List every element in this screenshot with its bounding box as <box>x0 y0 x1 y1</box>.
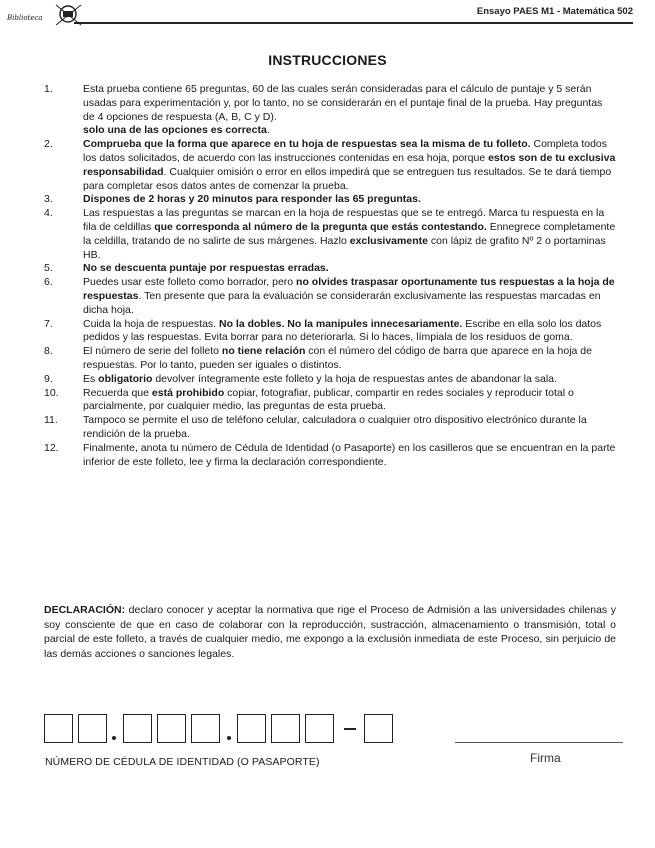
instruction-number: 5. <box>44 262 53 275</box>
declaration <box>44 603 616 661</box>
instruction-text-segment: Esta prueba contiene 65 preguntas, 60 de las cuales serán consideradas para el cálculo de puntaje y 5 serán usadas para experimentación y, por lo tanto, no se considerarán en el puntaje final de la prueba. Hay preguntas de 4 opciones de respuesta (A, B, C y D). <box>83 83 603 123</box>
signature-label: Firma <box>530 751 561 765</box>
signature-line[interactable] <box>455 742 623 743</box>
instruction-text-segment: Es <box>83 372 99 385</box>
instruction-item <box>44 318 616 346</box>
instruction-item <box>44 193 616 207</box>
id-separator-dot <box>112 736 116 740</box>
instruction-text <box>83 193 616 207</box>
instruction-bold-text: No se descuenta puntaje por respuestas erradas. <box>83 262 329 275</box>
instruction-item <box>44 83 616 138</box>
instruction-text-segment: Ennegrece completamente la celdilla, tratando de no salirte de sus márgenes. Hazlo <box>83 220 616 247</box>
instruction-text-segment: Puedes usar este folleto como borrador, pero <box>83 276 297 289</box>
header-title: Ensayo PAES M1 - Matemática 502 <box>476 6 633 17</box>
instruction-item <box>44 207 616 262</box>
instruction-text-segment: El número de serie del folleto <box>83 345 222 358</box>
id-digit-box[interactable] <box>191 714 220 743</box>
instruction-text-segment: Cuida la hoja de respuestas. <box>83 317 220 330</box>
instruction-bold-text: No la dobles. No la manipules innecesariamente. <box>219 317 463 330</box>
instruction-text <box>83 318 616 346</box>
id-digit-box[interactable] <box>78 714 107 743</box>
instruction-text-segment: Completa todos los datos solicitados, de acuerdo con las instrucciones contenidas en esa hoja, porque <box>83 138 608 164</box>
instruction-text-segment: devolver íntegramente este folleto y la hoja de respuestas antes de abandonar la sala. <box>152 372 557 385</box>
instruction-text-segment: . Ten presente que para la evaluación se considerarán exclusivamente las respuestas marcadas en dicha hoja. <box>83 289 601 316</box>
instruction-bold-text: no tiene relación <box>221 345 306 358</box>
page-header <box>0 0 655 30</box>
declaration-label: DECLARACIÓN: <box>44 604 126 616</box>
header-rule <box>74 22 633 24</box>
instruction-number: 1. <box>44 83 53 95</box>
instruction-text <box>83 262 616 276</box>
id-digit-box[interactable] <box>123 714 152 743</box>
instruction-text <box>83 387 616 415</box>
instruction-text <box>83 442 616 470</box>
instruction-text <box>83 138 616 193</box>
instruction-bold-text: Comprueba que la forma que aparece en tu hoja de respuestas sea la misma de tu folleto. <box>83 138 531 151</box>
instruction-number: 6. <box>44 276 53 289</box>
instruction-bold-text: no olvides traspasar oportunamente tus respuestas a la hoja de respuestas <box>83 276 615 302</box>
instruction-text-segment: Finalmente, anota tu número de Cédula de Identidad (o Pasaporte) en los casilleros que se encuentran en la parte inferior de este folleto, lee y firma la declaración correspondiente. <box>83 441 616 468</box>
instruction-item <box>44 138 616 193</box>
instruction-number: 2. <box>44 138 53 151</box>
instruction-number: 3. <box>44 193 53 206</box>
instruction-item <box>44 262 616 276</box>
instruction-text <box>83 414 616 442</box>
instruction-item <box>44 442 616 470</box>
instruction-bold-text: que corresponda al número de la pregunta que estás contestando. <box>154 220 487 233</box>
id-digit-box[interactable] <box>305 714 334 743</box>
instruction-bold-text: estos son de tu exclusiva responsabilidad <box>83 151 616 178</box>
instruction-text-segment: Las respuestas a las preguntas se marcan en la hoja de respuestas que se te entregó. Marca tu respuesta en la fila de celdillas <box>83 207 605 233</box>
instruction-item <box>44 373 616 387</box>
instruction-text <box>83 345 616 373</box>
instruction-item <box>44 387 616 415</box>
instruction-text-segment: Escribe en ella solo los datos pedidos y las respuestas. Evita borrar para no deteriorarla. Si lo haces, límpiala de los residuos de goma. <box>83 317 602 344</box>
instruction-text-segment: copiar, fotografiar, publicar, compartir en redes sociales y reproducir total o parcialmente, por cualquier medio, las preguntas de esta prueba. <box>83 386 574 413</box>
instruction-number: 7. <box>44 317 53 330</box>
instruction-number: 10. <box>44 386 59 399</box>
instruction-text-segment: con el número del código de barra que aparece en la hoja de respuestas. Por lo tanto, pueden ser iguales o distintos. <box>83 345 592 371</box>
id-digit-box[interactable] <box>271 714 300 743</box>
instruction-item <box>44 345 616 373</box>
instruction-number: 8. <box>44 345 53 358</box>
instruction-bold-text: Dispones de 2 horas y 20 minutos para responder las 65 preguntas. <box>83 193 421 206</box>
declaration-text: declaro conocer y aceptar la normativa que rige el Proceso de Admisión a las universidades chilenas y soy consciente de que en caso de colaborar con la reproducción, sustracción, almacenamiento o transmisión, total o parcial de este folleto, a través de cualquier medio, me expongo a la exclusión inmediata de este Proceso, sin perjuicio de las demás acciones o sanciones legales. <box>44 604 616 660</box>
page-title: INSTRUCCIONES <box>268 52 387 68</box>
id-digit-box[interactable] <box>157 714 186 743</box>
id-digit-box[interactable] <box>237 714 266 743</box>
instruction-bold-text: está prohibido <box>151 386 225 399</box>
instruction-text-segment: . Cualquier omisión o error en ellos impedirá que se entreguen tus resultados. Se te dará tiempo para completar esos datos antes de comenzar la prueba. <box>83 165 612 192</box>
instruction-text <box>83 83 616 138</box>
id-number-label: NÚMERO DE CÉDULA DE IDENTIDAD (O PASAPORTE) <box>45 756 320 768</box>
instruction-text-segment: . <box>266 124 270 137</box>
instruction-bold-text: obligatorio <box>98 372 153 385</box>
instruction-text-segment: Recuerda que <box>83 386 152 399</box>
instruction-number: 4. <box>44 207 53 220</box>
instruction-number: 9. <box>44 372 53 385</box>
instruction-bold-text: solo una de las opciones es correcta <box>83 124 267 137</box>
id-digit-box[interactable] <box>44 714 73 743</box>
instruction-number: 12. <box>44 441 59 454</box>
instruction-item <box>44 414 616 442</box>
instruction-text <box>83 276 616 317</box>
instructions-list <box>44 83 616 469</box>
logo-text: Biblioteca <box>7 14 43 22</box>
instruction-text-segment: Tampoco se permite el uso de teléfono celular, calculadora o cualquier otro dispositivo electrónico durante la rendición de la prueba. <box>83 414 587 440</box>
instruction-number: 11. <box>44 414 58 427</box>
id-separator-dash <box>344 728 356 730</box>
instruction-text-segment: con lápiz de grafito Nº 2 o portaminas HB. <box>83 234 606 261</box>
instruction-text <box>83 207 616 262</box>
instruction-item <box>44 276 616 317</box>
id-check-digit-box[interactable] <box>364 714 393 743</box>
instruction-text <box>83 373 616 387</box>
id-separator-dot <box>227 736 231 740</box>
instruction-bold-text: exclusivamente <box>349 234 428 247</box>
